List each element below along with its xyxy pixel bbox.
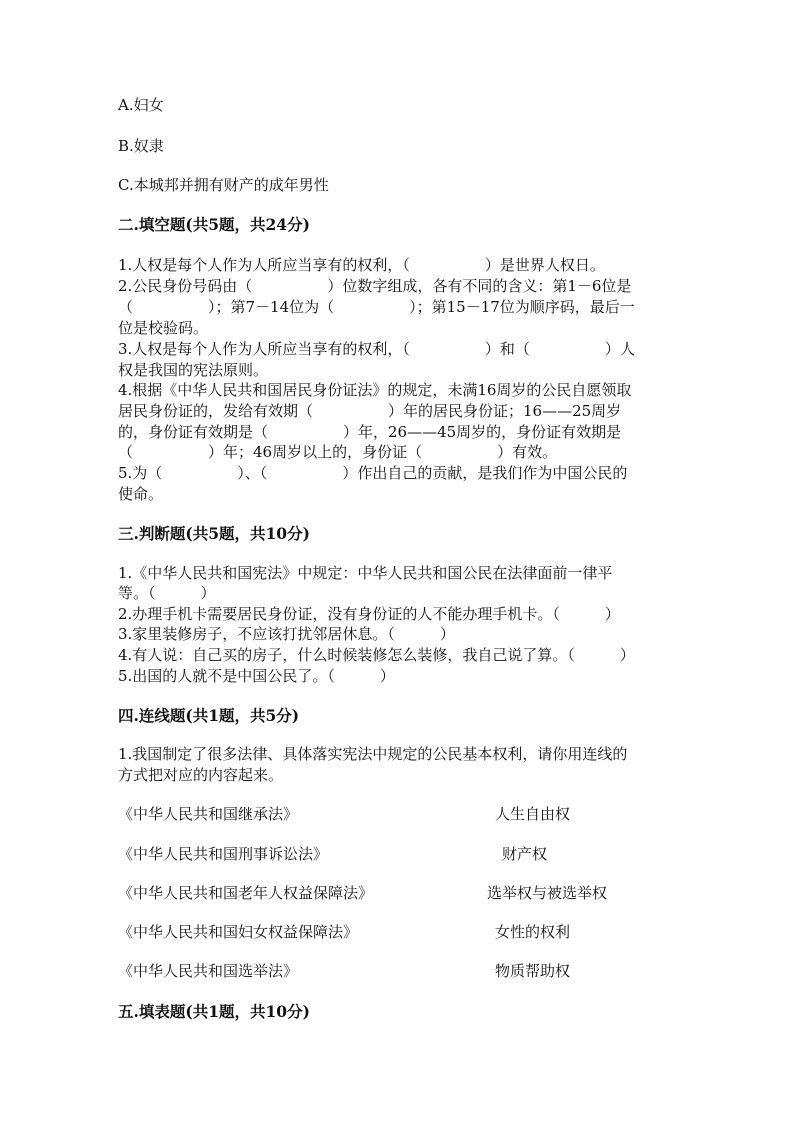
question-line: （ ）；第7－14位为（ ）；第15－17位为顺序码，最后一 [118,298,635,316]
matching-right-item: 人生自由权 [495,805,571,823]
question-line: 4.有人说：自己买的房子，什么时候装修怎么装修，我自己说了算。（ ） [118,646,635,664]
section-heading-fill-table: 五.填表题(共1题，共10分) [118,1002,310,1021]
question-line: 5.为（ ）、（ ）作出自己的贡献，是我们作为中国公民的 [118,464,628,482]
matching-law-item: 《中华人民共和国妇女权益保障法》 [118,923,359,941]
question-line: 权是我国的宪法原则。 [118,361,269,379]
question-line: 使命。 [118,485,164,503]
section-heading-matching: 四.连线题(共1题，共5分) [118,706,300,725]
matching-law-item: 《中华人民共和国刑事诉讼法》 [118,845,329,863]
question-line: 2.办理手机卡需要居民身份证，没有身份证的人不能办理手机卡。（ ） [118,605,620,623]
question-line: 2.公民身份号码由（ ）位数字组成，各有不同的含义：第1－6位是 [118,277,632,295]
question-line: 3.人权是每个人作为人所应当享有的权利，（ ）和（ ）人 [118,340,635,358]
matching-law-item: 《中华人民共和国老年人权益保障法》 [118,884,374,902]
option-c: C.本城邦并拥有财产的成年男性 [118,176,329,194]
question-line: 4.根据《中华人民共和国居民身份证法》的规定，未满16周岁的公民自愿领取 [118,381,632,399]
question-line: 等。（ ） [118,584,216,602]
matching-right-item: 选举权与被选举权 [487,884,608,902]
option-a: A.妇女 [118,96,164,114]
matching-law-item: 《中华人民共和国选举法》 [118,962,299,980]
question-line: 1.我国制定了很多法律、具体落实宪法中规定的公民基本权利，请你用连线的 [118,745,628,763]
question-line: 方式把对应的内容起来。 [118,766,284,784]
question-line: （ ）年；46周岁以上的，身份证（ ）有效。 [118,443,558,461]
question-line: 的，身份证有效期是（ ）年，26——45周岁的，身份证有效期是 [118,423,622,441]
matching-right-item: 财产权 [502,845,548,863]
matching-right-item: 女性的权利 [495,923,571,941]
question-line: 1.人权是每个人作为人所应当享有的权利，（ ）是世界人权日。 [118,256,605,274]
question-line: 位是校验码。 [118,319,209,337]
question-line: 3.家里装修房子，不应该打扰邻居休息。（ ） [118,625,455,643]
matching-right-item: 物质帮助权 [495,962,571,980]
question-line: 1.《中华人民共和国宪法》中规定：中华人民共和国公民在法律面前一律平 [118,564,613,582]
section-heading-fill-blank: 二.填空题(共5题，共24分) [118,215,310,234]
matching-law-item: 《中华人民共和国继承法》 [118,805,299,823]
question-line: 居民身份证的，发给有效期（ ）年的居民身份证；16——25周岁 [118,402,622,420]
option-b: B.奴隶 [118,137,164,155]
section-heading-true-false: 三.判断题(共5题，共10分) [118,524,310,543]
question-line: 5.出国的人就不是中国公民了。（ ） [118,667,395,685]
